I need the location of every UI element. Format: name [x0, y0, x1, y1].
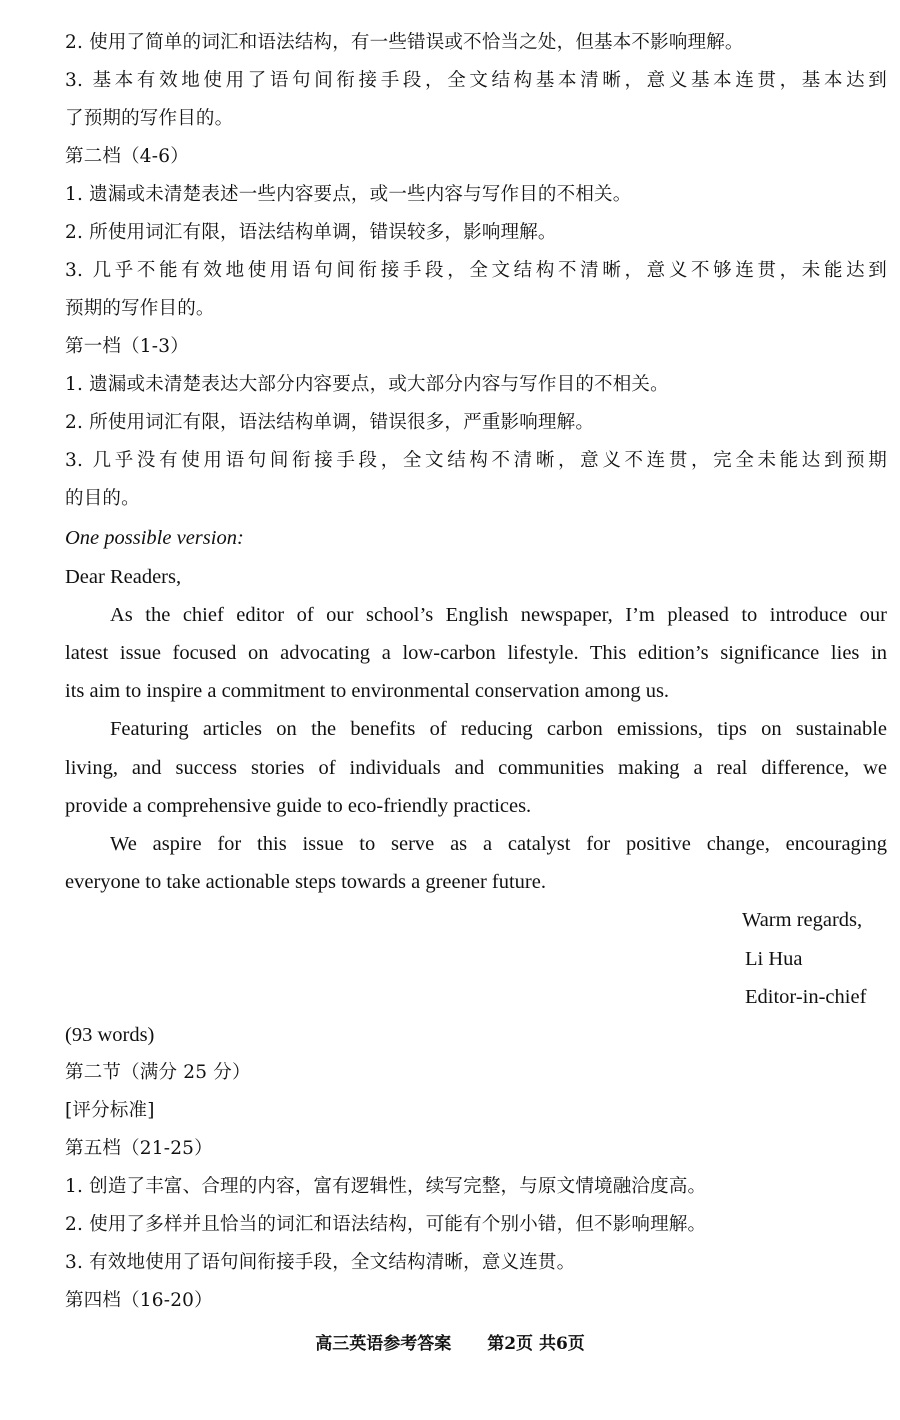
- letter-p2-line-3: provide a comprehensive guide to eco-friendly practices.: [65, 795, 532, 817]
- section2-criteria-label: [评分标准]: [65, 1100, 155, 1121]
- page-footer: [0, 1326, 900, 1362]
- letter-p3-line-1: We aspire for this issue to serve as a catalyst for positive change, encouraging: [110, 833, 887, 855]
- letter-p3-line-2: everyone to take actionable steps towards a greener future.: [65, 871, 546, 893]
- sample-label: One possible version:: [65, 527, 244, 549]
- letter-signature-title: Editor-in-chief: [745, 986, 867, 1008]
- section1-item-3-line-1: 3. 基本有效地使用了语句间衔接手段，全文结构基本清晰，意义基本连贯，基本达到: [65, 70, 887, 91]
- letter-salutation: Dear Readers,: [65, 566, 182, 588]
- tier5-heading: 第五档（21-25）: [65, 1138, 213, 1159]
- tier1-item-1: 1. 遗漏或未清楚表达大部分内容要点，或大部分内容与写作目的不相关。: [65, 374, 669, 395]
- tier5-item-3: 3. 有效地使用了语句间衔接手段，全文结构清晰，意义连贯。: [65, 1252, 576, 1273]
- tier2-item-2: 2. 所使用词汇有限，语法结构单调，错误较多，影响理解。: [65, 222, 557, 243]
- footer-page-info: 第2页 共6页: [487, 1334, 585, 1354]
- word-count: (93 words): [65, 1024, 155, 1046]
- letter-p2-line-2: living, and success stories of individuals and communities making a real difference, we: [65, 757, 887, 779]
- section1-item-3-line-2: 了预期的写作目的。: [65, 108, 234, 129]
- footer-doc-title: 高三英语参考答案: [315, 1334, 452, 1354]
- letter-signature-name: Li Hua: [745, 948, 803, 970]
- tier2-item-1: 1. 遗漏或未清楚表述一些内容要点，或一些内容与写作目的不相关。: [65, 184, 632, 205]
- letter-p1-line-3: its aim to inspire a commitment to environmental conservation among us.: [65, 680, 670, 702]
- tier2-item-3-line-1: 3. 几乎不能有效地使用语句间衔接手段，全文结构不清晰，意义不够连贯，未能达到: [65, 260, 887, 281]
- tier5-item-2: 2. 使用了多样并且恰当的词汇和语法结构，可能有个别小错，但不影响理解。: [65, 1214, 707, 1235]
- tier5-item-1: 1. 创造了丰富、合理的内容，富有逻辑性，续写完整，与原文情境融洽度高。: [65, 1176, 707, 1197]
- letter-p1-line-1: As the chief editor of our school’s English newspaper, I’m pleased to introduce our: [110, 604, 887, 626]
- tier2-item-3-line-2: 预期的写作目的。: [65, 298, 215, 319]
- tier1-item-3-line-2: 的目的。: [65, 488, 140, 509]
- tier4-heading: 第四档（16-20）: [65, 1290, 213, 1311]
- section1-item-2: 2. 使用了简单的词汇和语法结构，有一些错误或不恰当之处，但基本不影响理解。: [65, 32, 744, 53]
- letter-p1-line-2: latest issue focused on advocating a low-carbon lifestyle. This edition’s significance lies in: [65, 642, 887, 664]
- tier1-heading: 第一档（1-3）: [65, 336, 189, 357]
- tier1-item-3-line-1: 3. 几乎没有使用语句间衔接手段，全文结构不清晰，意义不连贯，完全未能达到预期: [65, 450, 887, 471]
- tier1-item-2: 2. 所使用词汇有限，语法结构单调，错误很多，严重影响理解。: [65, 412, 595, 433]
- tier2-heading: 第二档（4-6）: [65, 146, 189, 167]
- letter-p2-line-1: Featuring articles on the benefits of reducing carbon emissions, tips on sustainable: [110, 718, 887, 740]
- section2-heading: 第二节（满分 25 分）: [65, 1062, 251, 1083]
- letter-closing: Warm regards,: [742, 909, 863, 931]
